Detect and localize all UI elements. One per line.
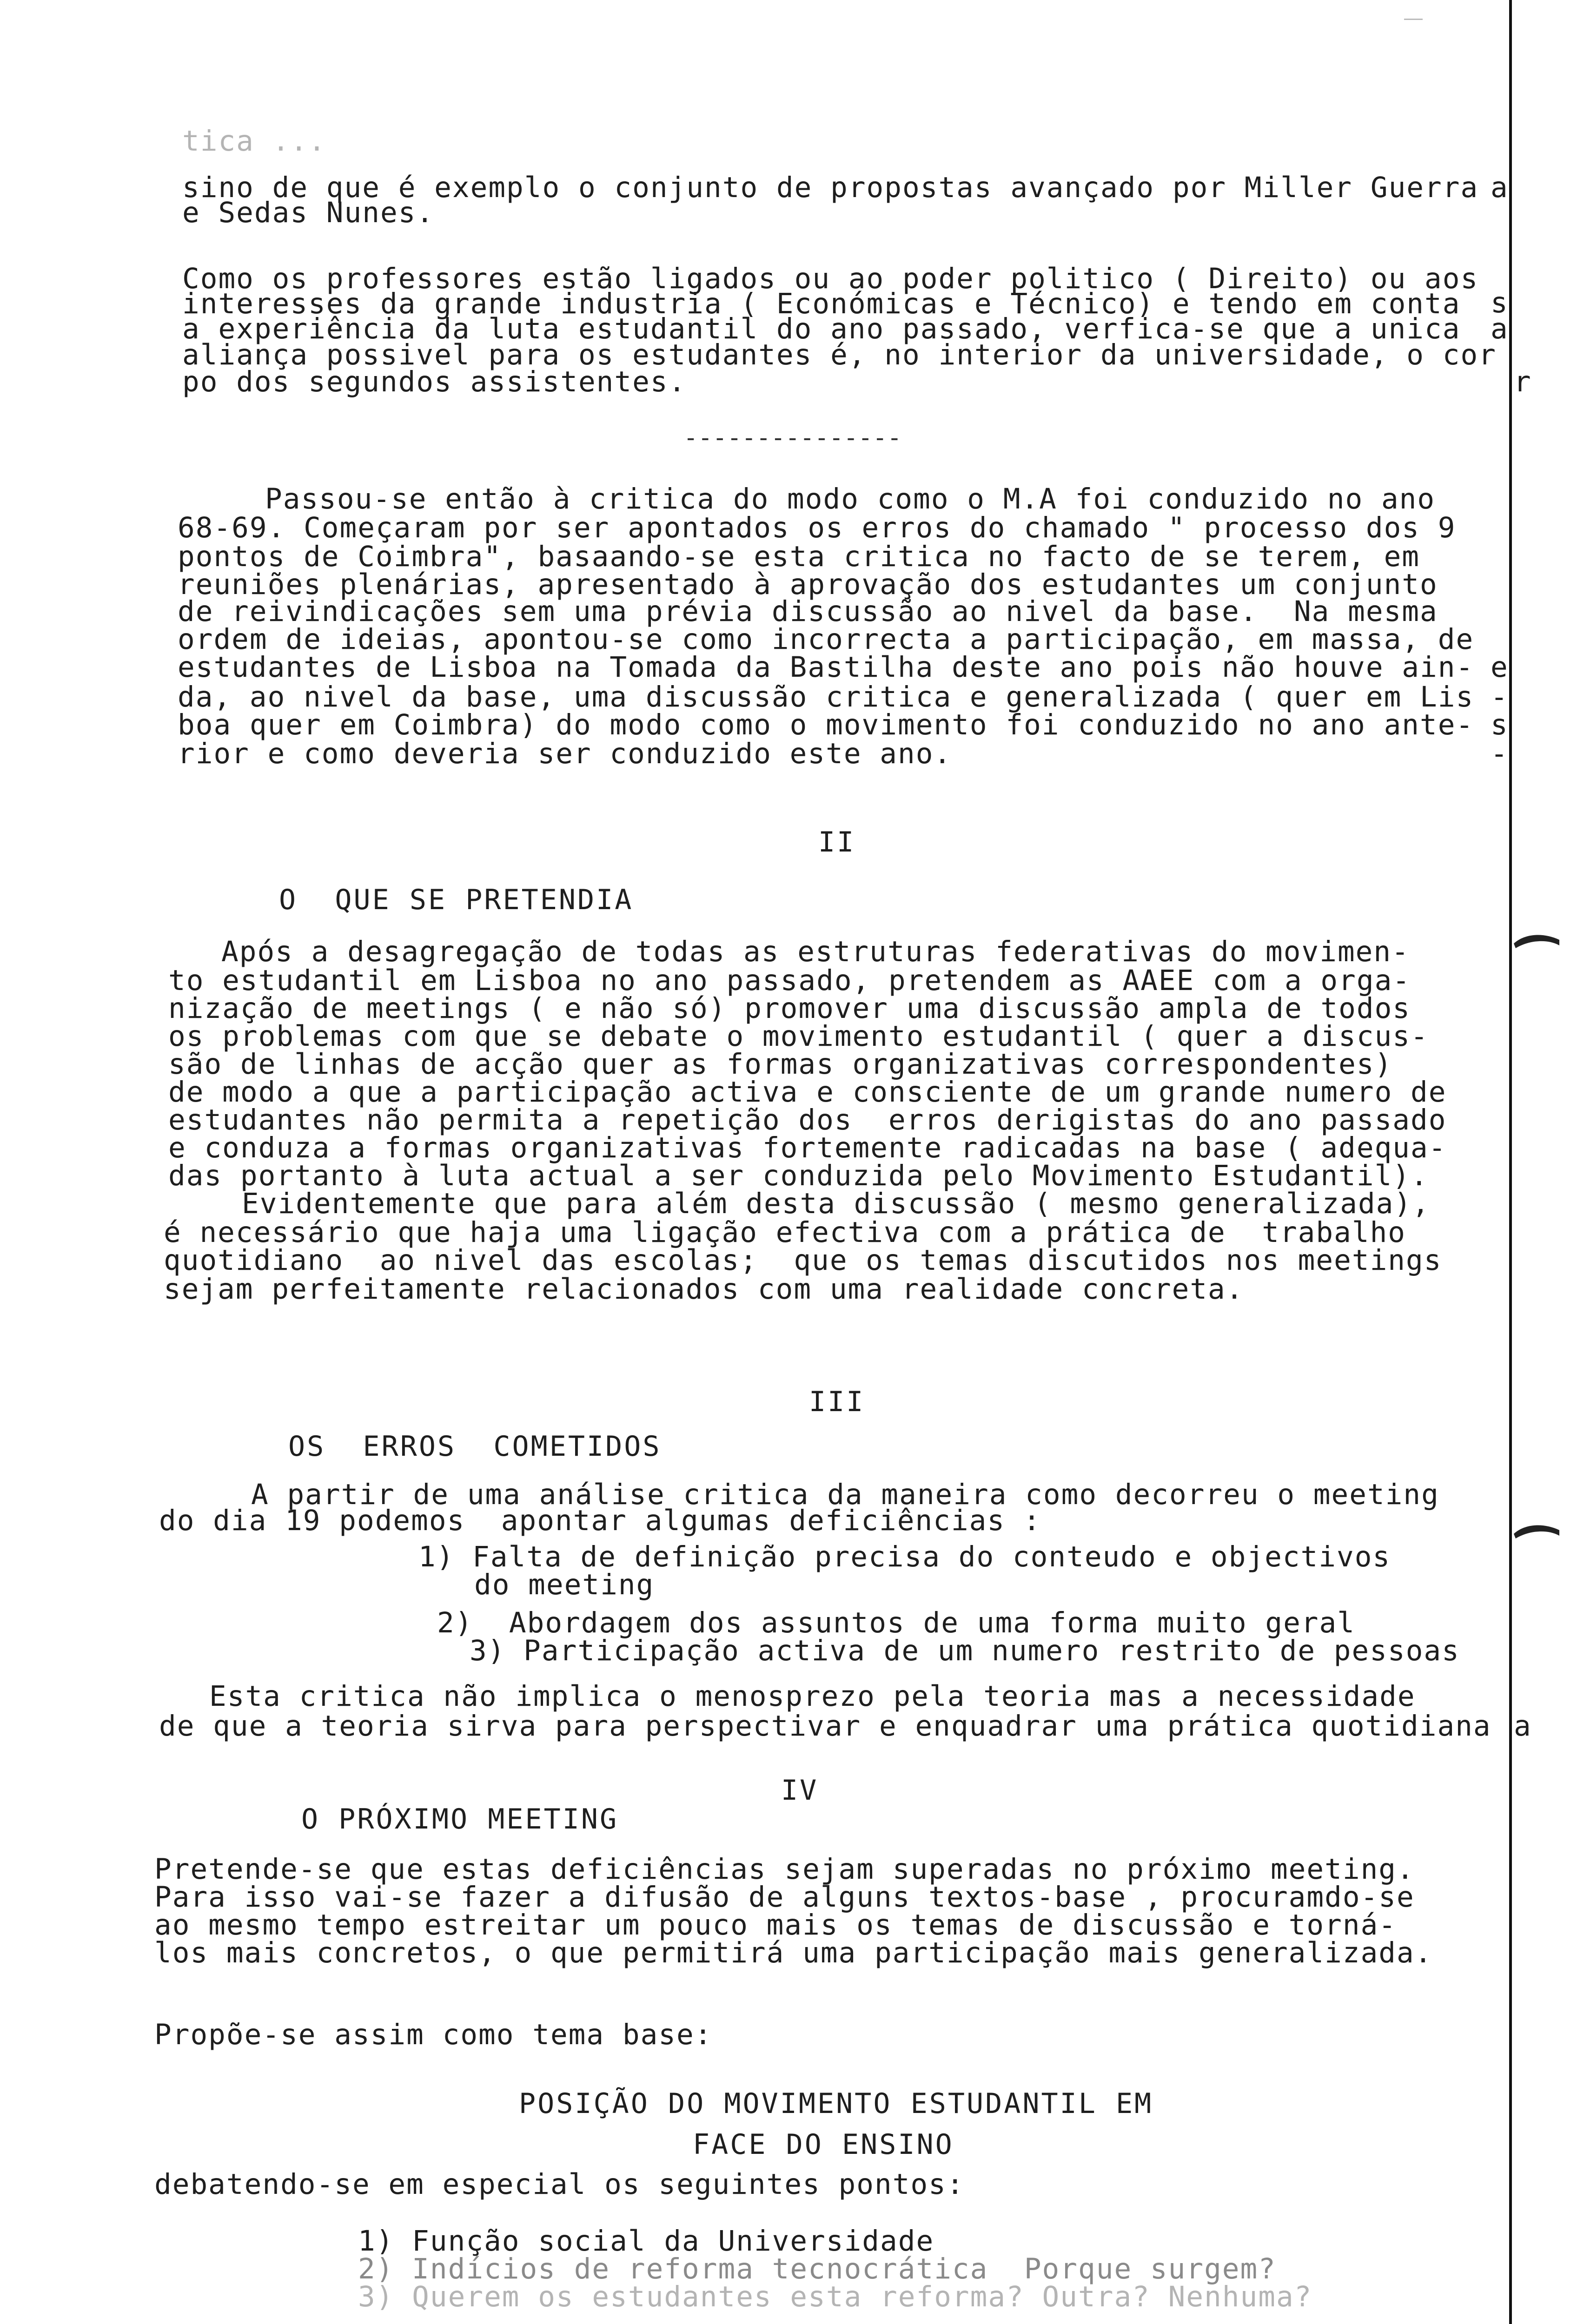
text-line: debatendo-se em especial os seguintes pontos: — [154, 2168, 965, 2201]
text-line: pontos de Coimbra", basaando-se esta critica no facto de se terem, em — [178, 540, 1420, 573]
text-line: a experiência da luta estudantil do ano passado, verfica-se que a unica — [182, 312, 1461, 345]
text-line: ordem de ideias, apontou-se como incorrecta a participação, em massa, de — [178, 623, 1474, 656]
section-numeral: III — [809, 1386, 865, 1418]
list-item: 3) Querem os estudantes esta reforma? Outra? Nenhuma? — [358, 2280, 1312, 2313]
text-line: das portanto à luta actual a ser conduzida pelo Movimento Estudantil). — [168, 1159, 1429, 1192]
text-line: Passou-se então à critica do modo como o M.A foi conduzido no ano — [265, 482, 1436, 515]
text-line: Evidentemente que para além desta discussão ( mesmo generalizada), — [242, 1187, 1430, 1220]
margin-letter: - — [1491, 680, 1509, 713]
text-line: to estudantil em Lisboa no ano passado, pretendem as AAEE com a orga- — [168, 964, 1411, 997]
text-line: Propõe-se assim como tema base: — [154, 2018, 713, 2051]
text-line: A partir de uma análise critica da maneira como decorreu o meeting — [251, 1478, 1439, 1511]
section-heading: O PRÓXIMO MEETING — [301, 1803, 619, 1835]
separator-rule: --------------- — [683, 424, 902, 452]
text-line: Como os professores estão ligados ou ao poder politico ( Direito) ou aos — [182, 262, 1479, 295]
margin-letter: r — [1514, 365, 1532, 398]
margin-letter: s — [1491, 708, 1509, 741]
text-line: 68-69. Começaram por ser apontados os erros do chamado " processo dos 9 — [178, 511, 1456, 544]
text-line: ao mesmo tempo estreitar um pouco mais os temas de discussão e torná- — [154, 1908, 1397, 1941]
text-line: é necessário que haja uma ligação efectiva com a prática de trabalho — [164, 1216, 1406, 1249]
margin-letter: - — [1491, 737, 1509, 770]
list-item: 2) Abordagem dos assuntos de uma forma muito geral — [437, 1606, 1355, 1639]
section-numeral: IV — [781, 1774, 819, 1807]
text-line: de modo a que a participação activa e consciente de um grande numero de — [168, 1076, 1447, 1109]
text-line: os problemas com que se debate o movimento estudantil ( quer a discus- — [168, 1020, 1429, 1053]
right-page-edge — [1509, 0, 1512, 2324]
text-line: sino de que é exemplo o conjunto de propostas avançado por Miller Guerra — [182, 171, 1479, 204]
text-line: po dos segundos assistentes. — [182, 365, 687, 398]
section-heading: O QUE SE PRETENDIA — [279, 884, 634, 916]
punch-hole-mark-icon — [1511, 930, 1562, 967]
list-item: 1) Função social da Universidade — [358, 2225, 934, 2258]
text-line: estudantes não permita a repetição dos erros derigistas do ano passado — [168, 1103, 1447, 1136]
list-item: 2) Indícios de reforma tecnocrática Porque surgem? — [358, 2252, 1276, 2285]
section-heading: OS ERROS COMETIDOS — [288, 1430, 662, 1463]
text-line: Esta critica não implica o menosprezo pela teoria mas a necessidade — [209, 1680, 1416, 1713]
list-item: 3) Participação activa de um numero restrito de pessoas — [470, 1634, 1460, 1667]
text-line: Pretende-se que estas deficiências sejam superadas no próximo meeting. — [154, 1853, 1415, 1886]
text-line: do dia 19 podemos apontar algumas deficiências : — [159, 1504, 1041, 1537]
text-line: estudantes de Lisboa na Tomada da Bastilha deste ano pois não houve ain- — [178, 651, 1474, 684]
section-numeral: II — [818, 826, 856, 858]
top-edge-mark — [1404, 19, 1423, 20]
text-line: boa quer em Coimbra) do modo como o movimento foi conduzido no ano ante- — [178, 708, 1474, 741]
margin-letter: a — [1491, 312, 1509, 345]
list-item-continuation: do meeting — [474, 1568, 655, 1601]
text-line: aliança possivel para os estudantes é, no interior da universidade, o cor — [182, 338, 1497, 371]
theme-title-line: FACE DO ENSINO — [693, 2128, 954, 2161]
margin-letter: s — [1491, 286, 1509, 319]
margin-letter: e — [1491, 651, 1509, 684]
text-line: sejam perfeitamente relacionados com uma realidade concreta. — [164, 1273, 1244, 1306]
text-line: e Sedas Nunes. — [182, 196, 435, 229]
text-line: de que a teoria sirva para perspectivar e enquadrar uma prática quotidiana — [159, 1710, 1491, 1743]
theme-title-line: POSIÇÃO DO MOVIMENTO ESTUDANTIL EM — [519, 2087, 1153, 2120]
text-line: Para isso vai-se fazer a difusão de alguns textos-base , procuramdo-se — [154, 1881, 1415, 1914]
text-line: los mais concretos, o que permitirá uma participação mais generalizada. — [154, 1936, 1433, 1969]
text-line: de reivindicações sem uma prévia discussão ao nivel da base. Na mesma — [178, 595, 1438, 628]
text-line: interesses da grande industria ( Económicas e Técnico) e tendo em conta — [182, 287, 1461, 320]
partial-top-line: tica ... — [182, 125, 326, 158]
text-line: quotidiano ao nivel das escolas; que os temas discutidos nos meetings — [164, 1244, 1442, 1277]
text-line: reuniões plenárias, apresentado à aprovação dos estudantes um conjunto — [178, 568, 1438, 601]
punch-hole-mark-icon — [1511, 1520, 1562, 1557]
text-line: Após a desagregação de todas as estruturas federativas do movimen- — [221, 935, 1410, 968]
text-line: nização de meetings ( e não só) promover uma discussão ampla de todos — [168, 992, 1411, 1025]
list-item: 1) Falta de definição precisa do conteudo e objectivos — [418, 1540, 1391, 1573]
text-line: rior e como deveria ser conduzido este ano. — [178, 737, 952, 770]
margin-letter: a — [1514, 1710, 1532, 1743]
text-line: e conduza a formas organizativas fortemente radicadas na base ( adequa- — [168, 1131, 1447, 1164]
text-line: da, ao nivel da base, uma discussão critica e generalizada ( quer em Lis — [178, 680, 1474, 713]
margin-letter: a — [1491, 171, 1509, 204]
text-line: são de linhas de acção quer as formas organizativas correspondentes) — [168, 1048, 1393, 1081]
